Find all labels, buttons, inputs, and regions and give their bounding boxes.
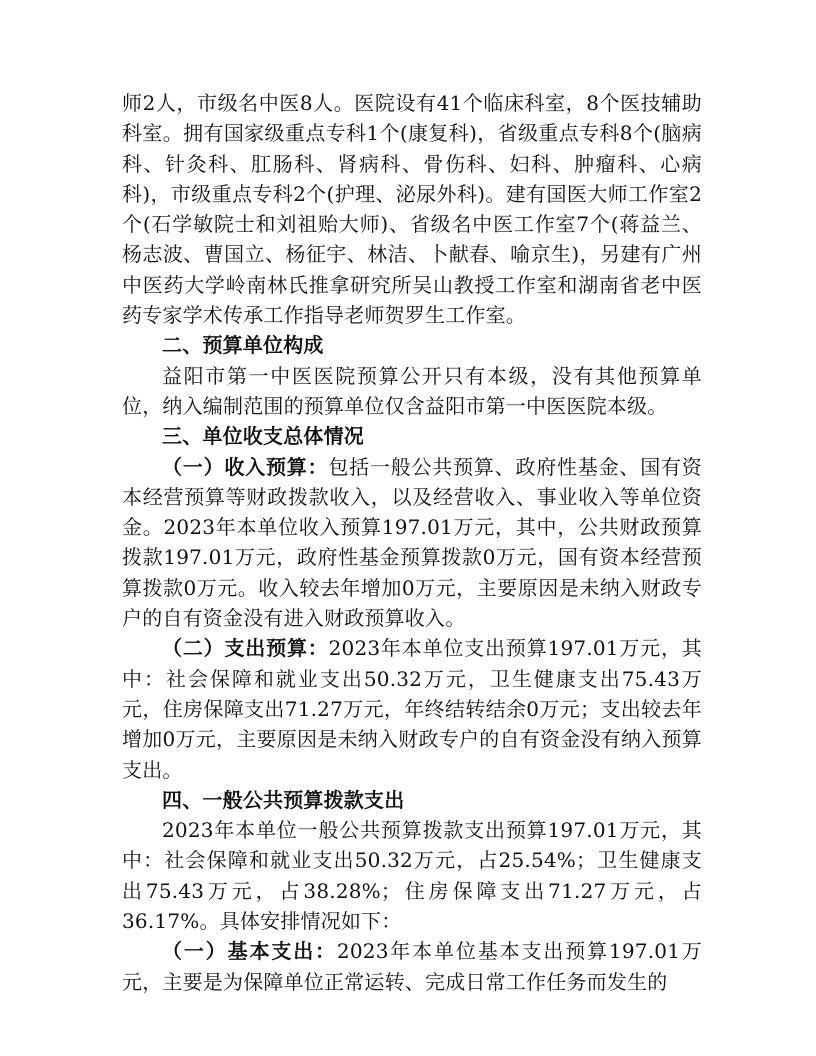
- income-budget-text: 包括一般公共预算、政府性基金、国有资本经营预算等财政拨款收入，以及经营收入、事业收入等单位资金。2023年本单位收入预算197.01万元，其中，公共财政预算拨款197.01万元，政府性基金预算拨款0万元，国有资本经营预算拨款0万元。收入较去年增加0万元，主要原因是未纳入财政专户的自有资金没有进入财政预算收入。: [122, 454, 702, 631]
- paragraph-hospital-overview: 师2人，市级名中医8人。医院设有41个临床科室，8个医技辅助科室。拥有国家级重点专科1个(康复科)，省级重点专科8个(脑病科、针灸科、肛肠科、肾病科、骨伤科、妇科、肿瘤科、心病科)，市级重点专科2个(护理、泌尿外科)。建有国医大师工作室2个(石学敏院士和刘祖贻大师)、省级名中医工作室7个(蒋益兰、杨志波、曹国立、杨征宇、林洁、卜献春、喻京生)，另建有广州中医药大学岭南林氏推拿研究所吴山教授工作室和湖南省老中医药专家学术传承工作指导老师贺罗生工作室。: [122, 91, 702, 328]
- heading-budget-unit: 二、预算单位构成: [162, 333, 324, 358]
- basic-expense-lead: （一）基本支出：: [162, 939, 337, 964]
- paragraph-budget-unit: 益阳市第一中医医院预算公开只有本级，没有其他预算单位，纳入编制范围的预算单位仅含益阳市第一中医医院本级。: [122, 363, 702, 418]
- basic-expense-text: 2023年本单位基本支出预算197.01万元，主要是为保障单位正常运转、完成日常工作任务而发生的: [122, 939, 702, 994]
- paragraph-public-budget: 2023年本单位一般公共预算拨款支出预算197.01万元，其中：社会保障和就业支出50.32万元，占25.54%；卫生健康支出75.43万元，占38.28%；住房保障支出71.27万元，占36.17%。具体安排情况如下：: [122, 818, 702, 934]
- heading-income-expense: 三、单位收支总体情况: [162, 424, 364, 449]
- paragraph-basic-expense: [122, 936, 702, 997]
- expense-budget-text: 2023年本单位支出预算197.01万元，其中：社会保障和就业支出50.32万元，卫生健康支出75.43万元，住房保障支出71.27万元，年终结转结余0万元；支出较去年增加0万元，主要原因是未纳入财政专户的自有资金没有纳入预算支出。: [122, 636, 703, 782]
- paragraph-expense-budget: [122, 633, 702, 784]
- document-page: [122, 88, 702, 997]
- paragraph-income-budget: [122, 452, 702, 634]
- expense-budget-lead: （二）支出预算：: [162, 636, 329, 661]
- income-budget-lead: （一）收入预算：: [162, 454, 329, 479]
- heading-public-budget: 四、一般公共预算拨款支出: [162, 787, 405, 812]
